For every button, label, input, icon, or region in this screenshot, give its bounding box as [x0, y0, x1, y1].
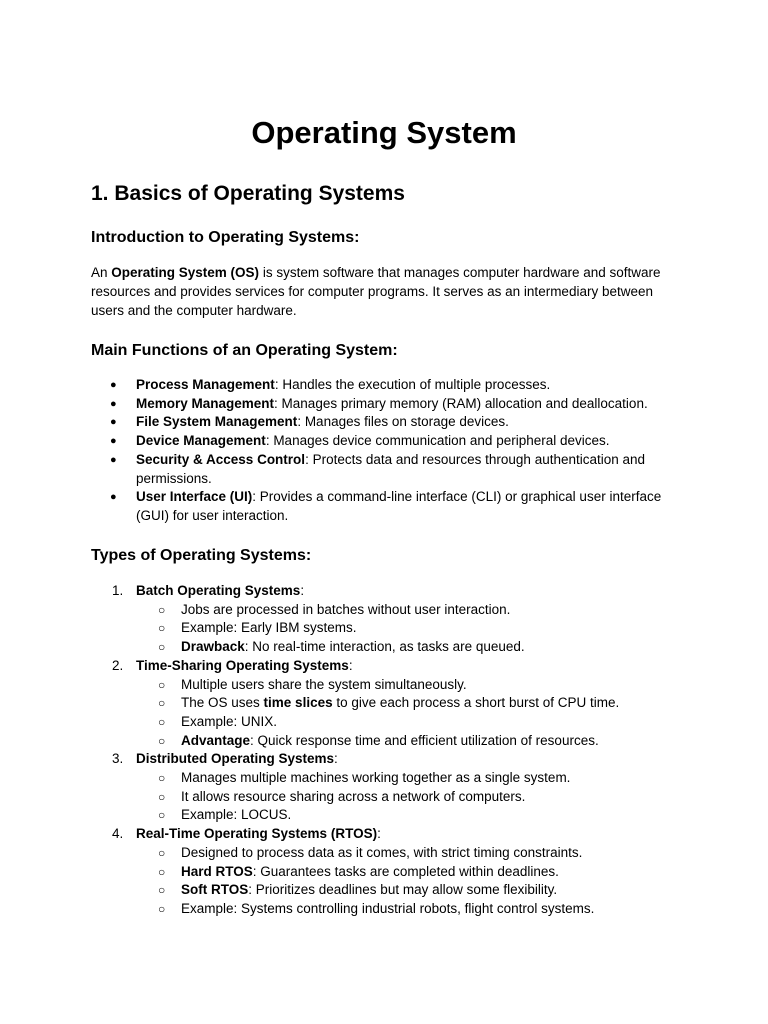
function-item [91, 432, 691, 451]
point-post: to give each process a short burst of CPU time. [332, 695, 620, 711]
bullet-icon: ● [110, 379, 117, 391]
function-term: Security & Access Control [136, 451, 306, 467]
point-post: It allows resource sharing across a network of computers. [181, 788, 526, 804]
os-type-points [136, 844, 691, 919]
point-bold: Hard RTOS [181, 863, 253, 879]
os-type-points [136, 601, 691, 657]
function-desc: : Provides a command-line interface (CLI) or graphical user interface (GUI) for user interaction. [136, 489, 662, 523]
hollow-bullet-icon: ○ [158, 901, 166, 916]
point-post: Multiple users share the system simultaneously. [181, 676, 467, 692]
os-type-suffix: : [377, 826, 381, 842]
os-type-term: Time-Sharing Operating Systems [136, 657, 349, 673]
function-item [91, 451, 691, 488]
function-desc: : Manages primary memory (RAM) allocation and deallocation. [274, 395, 648, 411]
os-type-points [136, 769, 691, 825]
point-bold: time slices [263, 695, 333, 711]
intro-bold-term: Operating System (OS) [111, 265, 260, 280]
intro-prefix: An [91, 265, 112, 280]
list-number: 4. [112, 826, 124, 842]
bullet-icon: ● [110, 397, 117, 410]
os-type-point [136, 732, 691, 751]
point-post: Designed to process data as it comes, with strict timing constraints. [181, 844, 583, 860]
hollow-bullet-icon: ○ [158, 771, 166, 786]
intro-rest: is system software that manages computer hardware and software resources and provides services for computer programs. It serves as an intermediary between users and the computer hardware. [91, 265, 661, 319]
point-post: : No real-time interaction, as tasks are queued. [244, 639, 525, 655]
hollow-bullet-icon: ○ [158, 864, 166, 879]
os-type-point [136, 619, 691, 638]
hollow-bullet-icon: ○ [158, 808, 166, 823]
point-post: : Quick response time and efficient utilization of resources. [250, 732, 599, 748]
list-number: 1. [112, 583, 124, 598]
document-title: Operating System [251, 115, 517, 150]
os-type-item [91, 750, 691, 825]
os-type-point [136, 881, 691, 900]
intro-heading: Introduction to Operating Systems: [91, 229, 360, 246]
function-desc: : Manages device communication and peripheral devices. [265, 433, 610, 449]
os-type-suffix: : [300, 583, 305, 598]
point-bold: Advantage [181, 732, 251, 748]
hollow-bullet-icon: ○ [158, 640, 166, 655]
point-post: : Guarantees tasks are completed within deadlines. [252, 863, 559, 879]
function-term: Device Management [136, 433, 266, 449]
bullet-icon: ● [110, 416, 117, 429]
hollow-bullet-icon: ○ [158, 714, 166, 729]
point-post: Manages multiple machines working together as a single system. [181, 770, 571, 786]
hollow-bullet-icon: ○ [158, 789, 166, 804]
point-post: Example: Systems controlling industrial robots, flight control systems. [181, 900, 595, 916]
point-post: Example: UNIX. [181, 713, 278, 729]
os-type-point [136, 863, 691, 882]
function-desc: : Protects data and resources through authentication and permissions. [136, 451, 646, 486]
point-pre: The OS uses [181, 695, 264, 711]
hollow-bullet-icon: ○ [158, 677, 166, 692]
os-type-item [91, 657, 691, 751]
os-type-point [136, 601, 691, 620]
section-heading: 1. Basics of Operating Systems [91, 182, 405, 205]
hollow-bullet-icon: ○ [158, 733, 166, 748]
hollow-bullet-icon: ○ [158, 696, 166, 711]
os-type-point [136, 806, 691, 825]
types-heading: Types of Operating Systems: [91, 547, 312, 564]
function-desc: : Manages files on storage devices. [297, 414, 509, 430]
hollow-bullet-icon: ○ [158, 621, 166, 636]
function-term: User Interface (UI) [136, 489, 253, 505]
point-post: Jobs are processed in batches without user interaction. [181, 601, 511, 617]
os-type-item [91, 825, 691, 919]
function-term: Memory Management [136, 395, 275, 411]
os-type-point [136, 900, 691, 919]
intro-paragraph [91, 263, 681, 321]
os-type-suffix: : [334, 751, 338, 767]
function-desc: : Handles the execution of multiple processes. [274, 377, 551, 392]
os-type-suffix: : [348, 657, 353, 673]
functions-list [91, 376, 691, 526]
os-type-point [136, 769, 691, 788]
function-item [91, 395, 691, 414]
function-term: Process Management [136, 377, 275, 392]
bullet-icon: ● [110, 491, 117, 504]
os-type-point [136, 638, 691, 657]
os-type-points [136, 676, 691, 751]
hollow-bullet-icon: ○ [158, 602, 166, 617]
function-item [91, 376, 691, 395]
os-type-point [136, 788, 691, 807]
hollow-bullet-icon: ○ [158, 845, 166, 860]
list-number: 3. [112, 751, 124, 767]
point-bold: Drawback [181, 639, 245, 655]
point-post: Example: LOCUS. [181, 807, 292, 823]
os-type-point [136, 844, 691, 863]
point-post: : Prioritizes deadlines but may allow some flexibility. [248, 882, 558, 898]
os-type-term: Real-Time Operating Systems (RTOS) [136, 826, 378, 842]
types-list [91, 582, 691, 919]
os-type-term: Batch Operating Systems [136, 583, 301, 598]
os-type-point [136, 694, 691, 713]
os-type-term: Distributed Operating Systems [136, 751, 335, 767]
os-type-point [136, 713, 691, 732]
os-type-point [136, 676, 691, 695]
function-term: File System Management [136, 414, 298, 430]
point-post: Example: Early IBM systems. [181, 620, 357, 636]
point-bold: Soft RTOS [181, 882, 249, 898]
hollow-bullet-icon: ○ [158, 883, 166, 898]
bullet-icon: ● [110, 453, 117, 466]
os-type-item [91, 582, 691, 657]
function-item [91, 488, 691, 525]
functions-heading: Main Functions of an Operating System: [91, 342, 398, 359]
function-item [91, 413, 691, 432]
bullet-icon: ● [110, 435, 117, 448]
list-number: 2. [112, 657, 124, 673]
